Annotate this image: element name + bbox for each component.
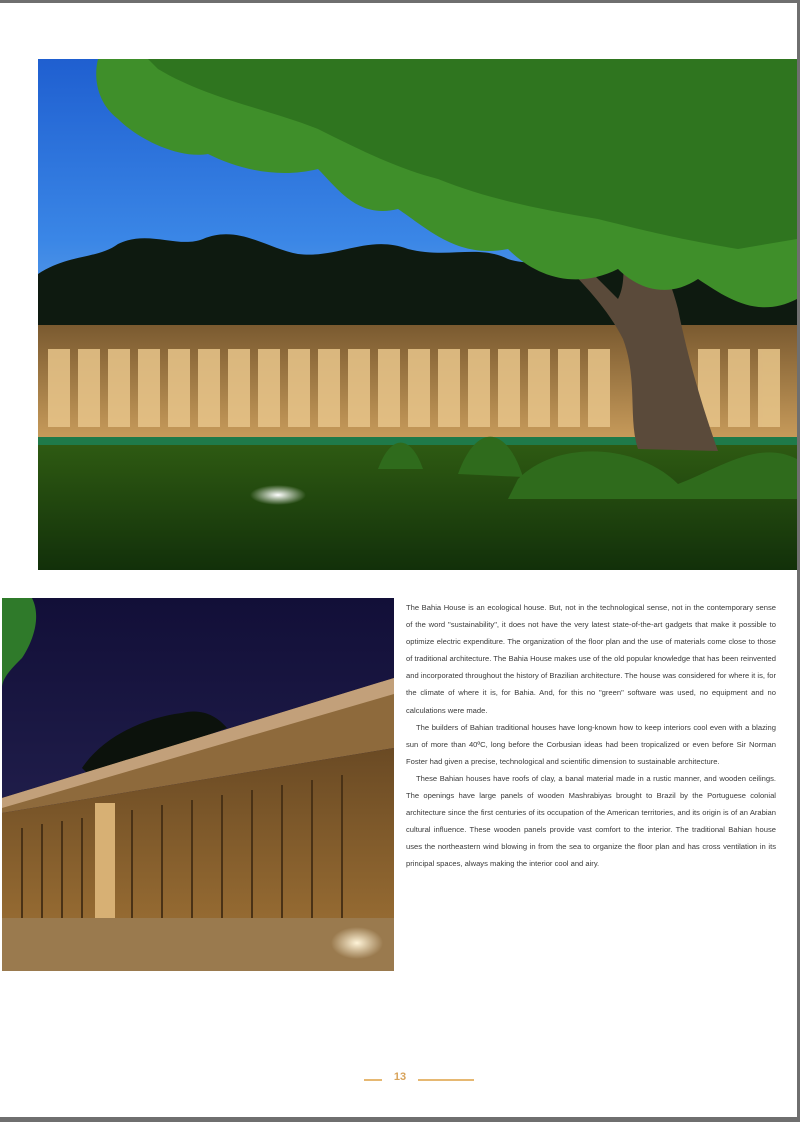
footer-rule-right	[418, 1079, 474, 1081]
article-body	[406, 599, 776, 873]
house-night-photo	[38, 59, 797, 570]
magazine-page	[0, 3, 797, 1117]
article-paragraph-3: These Bahian houses have roofs of clay, a banal material made in a rustic manner, and wooden ceilings. The openings have large panels of wooden Mashrabiyas brought to Brazil by the Portuguese colonial architecture since the first centuries of its occupation of the American territories, and its origin is of an Arabian cultural influence. These wooden panels provide vast comfort to the interior. The traditional Bahian house uses the northeastern wind blowing in from the sea to organize the floor plan and has cross ventilation in its principal spaces, always making the interior cool and airy.	[406, 773, 776, 869]
article-paragraph-1: The Bahia House is an ecological house. But, not in the technological sense, not in the contemporary sense of the word "sustainability", it does not have the very latest state-of-the-art gadgets that make it possible to optimize electric expenditure. The organization of the floor plan and the use of materials come close to those of traditional architecture. The Bahia House makes use of the old popular knowledge that has been reinvented and incorporated throughout the history of Brazilian architecture. The house was considered for where it is, for the climate of where it is, for Bahia. And, for this no "green" software was used, no equipment and no calculations were made.	[406, 603, 776, 715]
veranda-night-illustration	[2, 598, 394, 971]
page-footer	[0, 1069, 797, 1089]
house-night-illustration	[38, 59, 797, 570]
page-number: 13	[393, 1071, 407, 1083]
article-paragraph-2: The builders of Bahian traditional houses have long-known how to keep interiors cool even with a blazing sun of more than 40ºC, long before the Corbusian ideas had been tropicalized or even before Sir Norman Foster had given a precise, technological and scientific dimension to sustainable architecture.	[406, 722, 776, 766]
veranda-night-photo	[2, 598, 394, 971]
footer-rule-left	[364, 1079, 382, 1081]
